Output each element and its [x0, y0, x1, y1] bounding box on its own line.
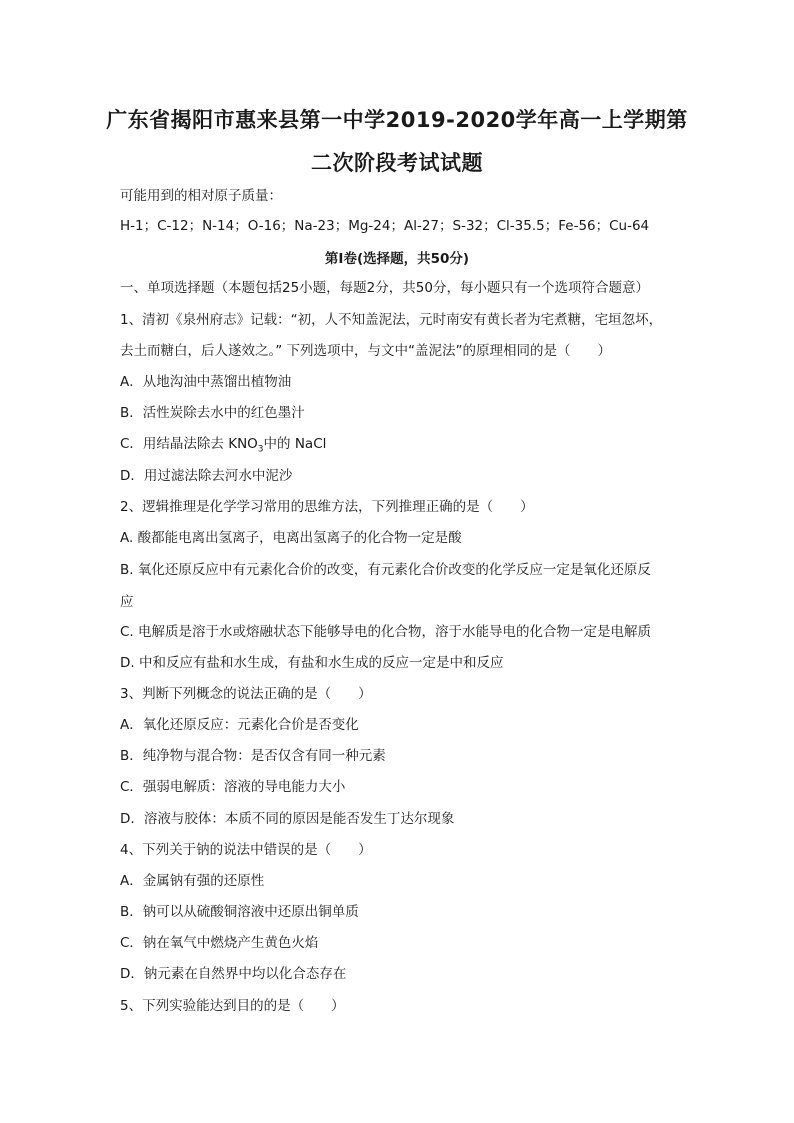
- question-1-option-d: D．用过滤法除去河水中泥沙: [120, 468, 293, 484]
- question-3-option-c: C．强弱电解质：溶液的导电能力大小: [120, 779, 346, 795]
- question-4-option-c: C．钠在氧气中燃烧产生黄色火焰: [120, 935, 319, 951]
- question-4-option-a: A．金属钠有强的还原性: [120, 873, 265, 889]
- question-4-option-b: B．钠可以从硫酸铜溶液中还原出铜单质: [120, 904, 359, 920]
- question-2-option-c: C. 电解质是溶于水或熔融状态下能够导电的化合物，溶于水能导电的化合物一定是电解质: [120, 624, 652, 640]
- question-2-option-b-line-2: 应: [120, 594, 134, 610]
- atomic-mass-values: H-1；C-12；N-14；O-16；Na-23；Mg-24；Al-27；S-32；Cl-35.5；Fe-56；Cu-64: [120, 218, 650, 234]
- question-3-option-d: D．溶液与胶体：本质不同的原因是能否发生丁达尔现象: [120, 811, 455, 827]
- atomic-mass-label: 可能用到的相对原子质量：: [120, 188, 282, 204]
- question-2-option-b-line-1: B. 氧化还原反应中有元素化合价的改变，有元素化合价改变的化学反应一定是氧化还原反: [120, 562, 651, 578]
- question-3-option-a: A．氧化还原反应：元素化合价是否变化: [120, 717, 359, 733]
- question-1-stem-line-1: 1、清初《泉州府志》记载：“初，人不知盖泥法，元时南安有黄长者为宅煮糖，宅垣忽坏，: [120, 312, 663, 328]
- question-4-stem: 4、下列关于钠的说法中错误的是（ ）: [120, 842, 372, 858]
- question-3-option-b: B．纯净物与混合物：是否仅含有同一种元素: [120, 748, 386, 764]
- section-title: 第Ⅰ卷(选择题，共50分): [324, 251, 470, 267]
- question-1-option-c: [120, 434, 326, 460]
- question-1-stem-line-2: 去土而糖白，后人遂效之。” 下列选项中，与文中“盖泥法”的原理相同的是（ ）: [120, 343, 612, 359]
- question-2-option-d: D. 中和反应有盐和水生成，有盐和水生成的反应一定是中和反应: [120, 655, 504, 671]
- question-2-stem: 2、逻辑推理是化学学习常用的思维方法，下列推理正确的是（ ）: [120, 499, 534, 515]
- question-3-stem: 3、判断下列概念的说法正确的是（ ）: [120, 686, 372, 702]
- question-5-stem: 5、下列实验能达到目的的是（ ）: [120, 998, 345, 1014]
- question-2-option-a: A. 酸都能电离出氢离子，电离出氢离子的化合物一定是酸: [120, 530, 462, 546]
- option-c-text: C．用结晶法除去 KNO: [120, 436, 258, 452]
- page-title-line-2: 二次阶段考试试题: [311, 151, 483, 175]
- question-1-option-b: B．活性炭除去水中的红色墨汁: [120, 405, 305, 421]
- question-1-option-a: A．从地沟油中蒸馏出植物油: [120, 374, 292, 390]
- option-c-subscript: 3: [257, 444, 264, 455]
- option-c-tail: 中的 NaCl: [263, 436, 327, 452]
- part-intro: 一、单项选择题（本题包括25小题，每题2分，共50分，每小题只有一个选项符合题意）: [120, 280, 649, 296]
- page-title-line-1: 广东省揭阳市惠来县第一中学2019-2020学年高一上学期第: [106, 108, 688, 132]
- question-4-option-d: D．钠元素在自然界中均以化合态存在: [120, 966, 347, 982]
